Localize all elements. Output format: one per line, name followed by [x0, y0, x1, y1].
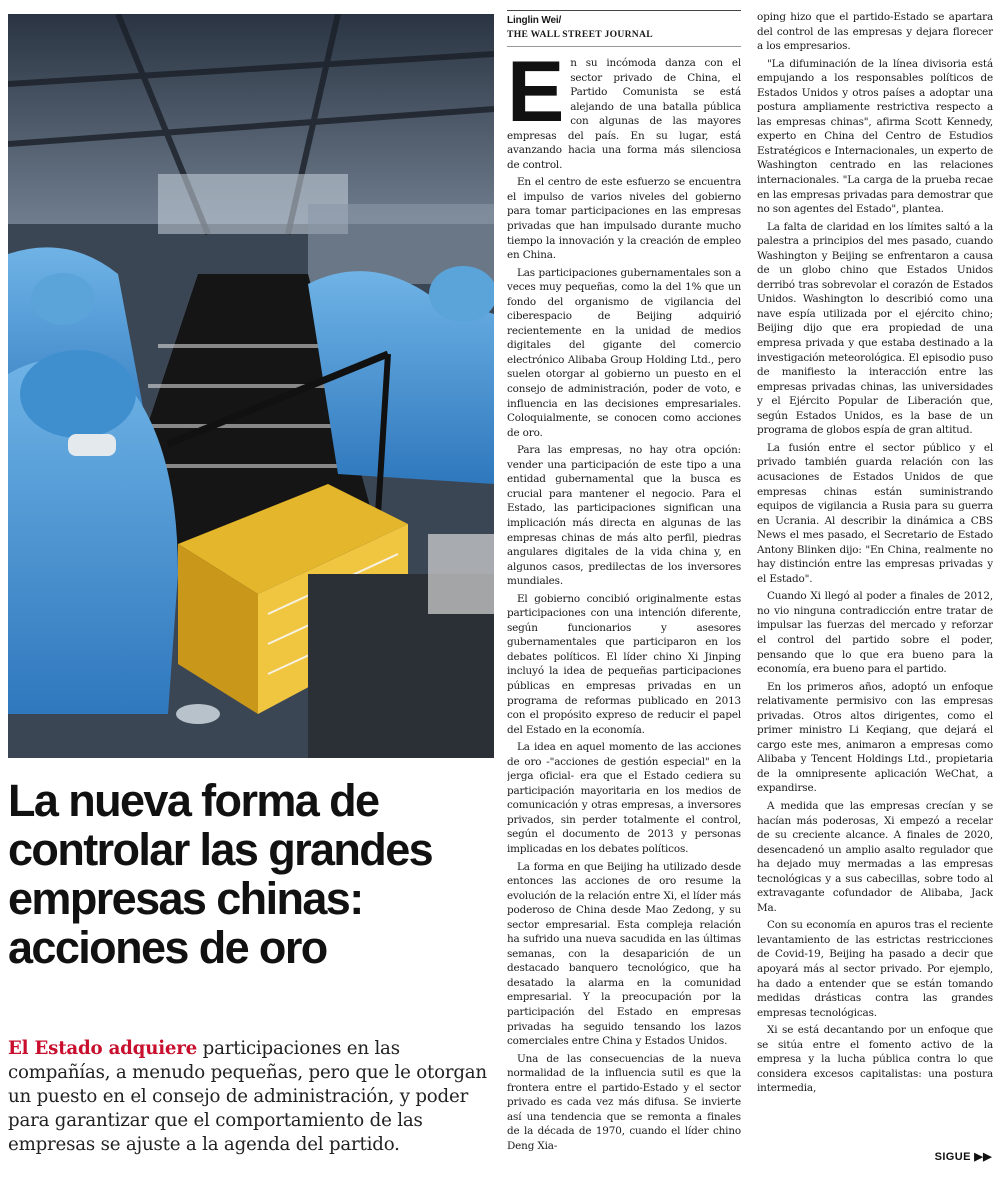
- paragraph: La idea en aquel momento de las acciones de oro -"acciones de gestión especial" en la jerga oficial- era que el Estado cediera su participación mayoritaria en los medios de comunicación y otras empresas, a inversores privados, sin perder totalmente el control, según el documento de 2013 y personas implicadas en los debates políticos.: [507, 741, 741, 855]
- paragraph: "La difuminación de la línea divisoria está empujando a los responsables políticos de Estados Unidos y otros países a adoptar una postura ampliamente restrictiva respecto a las empresas chinas", afirma Scott Kennedy, experto en China del Centro de Estudios Estratégicos e Internacionales, un experto de Washington centrado en las relaciones internacionales. "La carga de la prueba recae en las empresas privadas para demostrar que no son agentes del Estado", plantea.: [757, 57, 993, 216]
- article-column-2: [757, 10, 993, 1160]
- paragraph: El gobierno concibió originalmente estas participaciones con una intención diferente, según funcionarios y asesores gubernamentales que participaron en los debates políticos. El líder chino Xi Jinping incluyó la idea de pequeñas participaciones públicas en empresas privadas en un programa de reformas publicado en 2013 con el propósito expreso de reducir el papel del Estado en la economía.: [507, 592, 741, 736]
- paragraph: Para las empresas, no hay otra opción: vender una participación de este tipo a una entidad gubernamental que la busca es crucial para mantener el negocio. Para el Estado, las participaciones significan una implicación más directa en algunas de las empresas chinas de más alto perfil, piedras angulares digitales de la vida china y, en algunos casos, predilectas de los inversores mundiales.: [507, 444, 741, 588]
- paragraph: Xi se está decantando por un enfoque que se sitúa entre el fomento activo de la empresa y la lucha pública contra lo que considera excesos capitalistas: una postura intermedia,: [757, 1024, 993, 1095]
- deck-text: participaciones en las compañías, a menudo pequeñas, pero que le otorgan un puesto en el consejo de administración, y poder para garantizar que el comportamiento de las empresas se ajuste a la agenda del partido.: [8, 1038, 487, 1155]
- paragraph: Cuando Xi llegó al poder a finales de 2012, no vio ninguna contradicción entre tratar de impulsar las fuerzas del mercado y reforzar el control del partido sobre el poder, pensando que lo que era bueno para la economía, era bueno para el partido.: [757, 590, 993, 676]
- article-deck: [8, 1037, 492, 1157]
- photo-credit-name: Linglin Wei/: [507, 15, 562, 26]
- drop-cap: E: [507, 44, 565, 140]
- photo-credit-publication: THE WALL STREET JOURNAL: [507, 29, 653, 40]
- continue-label: SIGUE ▶▶: [934, 1151, 992, 1163]
- paragraph: En los primeros años, adoptó un enfoque relativamente permisivo con las empresas privadas. Otros altos dirigentes, como el primer ministro Li Keqiang, que dejará el cargo este mes, animaron a empresas como Alibaba y Tencent Holdings Ltd., propietaria de la omnipresente aplicación WeChat, a expandirse.: [757, 680, 993, 795]
- deck-lead: El Estado adquiere: [8, 1038, 198, 1059]
- paragraph: La fusión entre el sector público y el privado también guarda relación con las acusaciones de Estados Unidos de que empresas chinas están suministrando equipos de vigilancia a Rusia para su guerra en Ucrania. Al describir la dinámica a CBS News el mes pasado, el Secretario de Estado Antony Blinken dijo: "En China, realmente no hay distinción entre las empresas privadas y el Estado".: [757, 441, 993, 585]
- paragraph: Las participaciones gubernamentales son a veces muy pequeñas, como la del 1% que un fondo del organismo de vigilancia del ciberespacio de Beijing adquirió recientemente en la unidad de medios digitales del gigante del comercio electrónico Alibaba Group Holding Ltd., pero suelen otorgar al gobierno un puesto en el consejo de administración, poder de voto, e influencia en las decisiones empresariales. Coloquialmente, se conocen como acciones de oro.: [507, 266, 741, 439]
- paragraph: Una de las consecuencias de la nueva normalidad de la influencia sutil es que la frontera entre el partido-Estado y el sector privado es cada vez más difusa. Se invierte así una tendencia que se remonta a finales de la década de 1970, cuando el líder chino Deng Xia-: [507, 1052, 741, 1152]
- paragraph: La forma en que Beijing ha utilizado desde entonces las acciones de oro resume la evolución de la relación entre Xi, el líder más poderoso de China desde Mao Zedong, y su sector empresarial. Esta compleja relación ha sufrido una nueva sacudida en las últimas semanas, con la desaparición de un destacado banquero tecnológico, que ha desatado la alarma en la comunidad empresarial. Y la preocupación por la participación del Estado en empresas privadas ha seguido tensando los lazos comerciales entre China y Estados Unidos.: [507, 860, 741, 1048]
- paragraph: La falta de claridad en los límites saltó a la palestra a principios del mes pasado, cuando Washington y Beijing se enfrentaron a causa de un globo chino que Estados Unidos derribó tras sobrevolar el corazón de Estados Unidos. Washington lo describió como una nave espía utilizada por el ejército chino; Beijing dijo que era propiedad de una empresa privada y que estaba destinado a la investigación meteorológica. El episodio puso de manifiesto la interacción entre las empresas privadas chinas, las universidades y el Ejército Popular de Liberación que, según Estados Unidos, es la base de un programa de globos espía de gran altitud.: [757, 220, 993, 437]
- photo-credit: [507, 10, 741, 47]
- paragraph: Con su economía en apuros tras el reciente levantamiento de las estrictas restricciones de Covid-19, Beijing ha pasado a decir que apoyará más al sector privado. Por ejemplo, ha dado a entender que se están tomando medidas drásticas contra las grandes empresas tecnológicas.: [757, 919, 993, 1019]
- paragraph: En su incómoda danza con el sector privado de China, el Partido Comunista se está alejando de una batalla pública con algunas de las mayores empresas del país. En su lugar, está avanzando hacia una forma más silenciosa de control.: [507, 44, 741, 171]
- factory-photo-illustration: [8, 14, 494, 758]
- paragraph: En el centro de este esfuerzo se encuentra el impulso de varios niveles del gobierno para tomar participaciones en las empresas privadas que han impulsado durante mucho tiempo la innovación y la creación de empleo en China.: [507, 176, 741, 262]
- paragraph: oping hizo que el partido-Estado se apartara del control de las empresas y dejara florecer a los empresarios.: [757, 11, 993, 53]
- article-column-1: [507, 10, 741, 1160]
- factory-photo: [8, 14, 494, 758]
- article-headline: La nueva forma de controlar las grandes empresas chinas: acciones de oro: [8, 775, 433, 973]
- paragraph: A medida que las empresas crecían y se hacían más poderosas, Xi empezó a recelar de su creciente alcance. A finales de 2020, desencadenó un amplio asalto regulador que ha dejado muy mermadas a las empresas tecnológicas y a sus cabecillas, sobre todo al extravagante cofundador de Alibaba, Jack Ma.: [757, 799, 993, 914]
